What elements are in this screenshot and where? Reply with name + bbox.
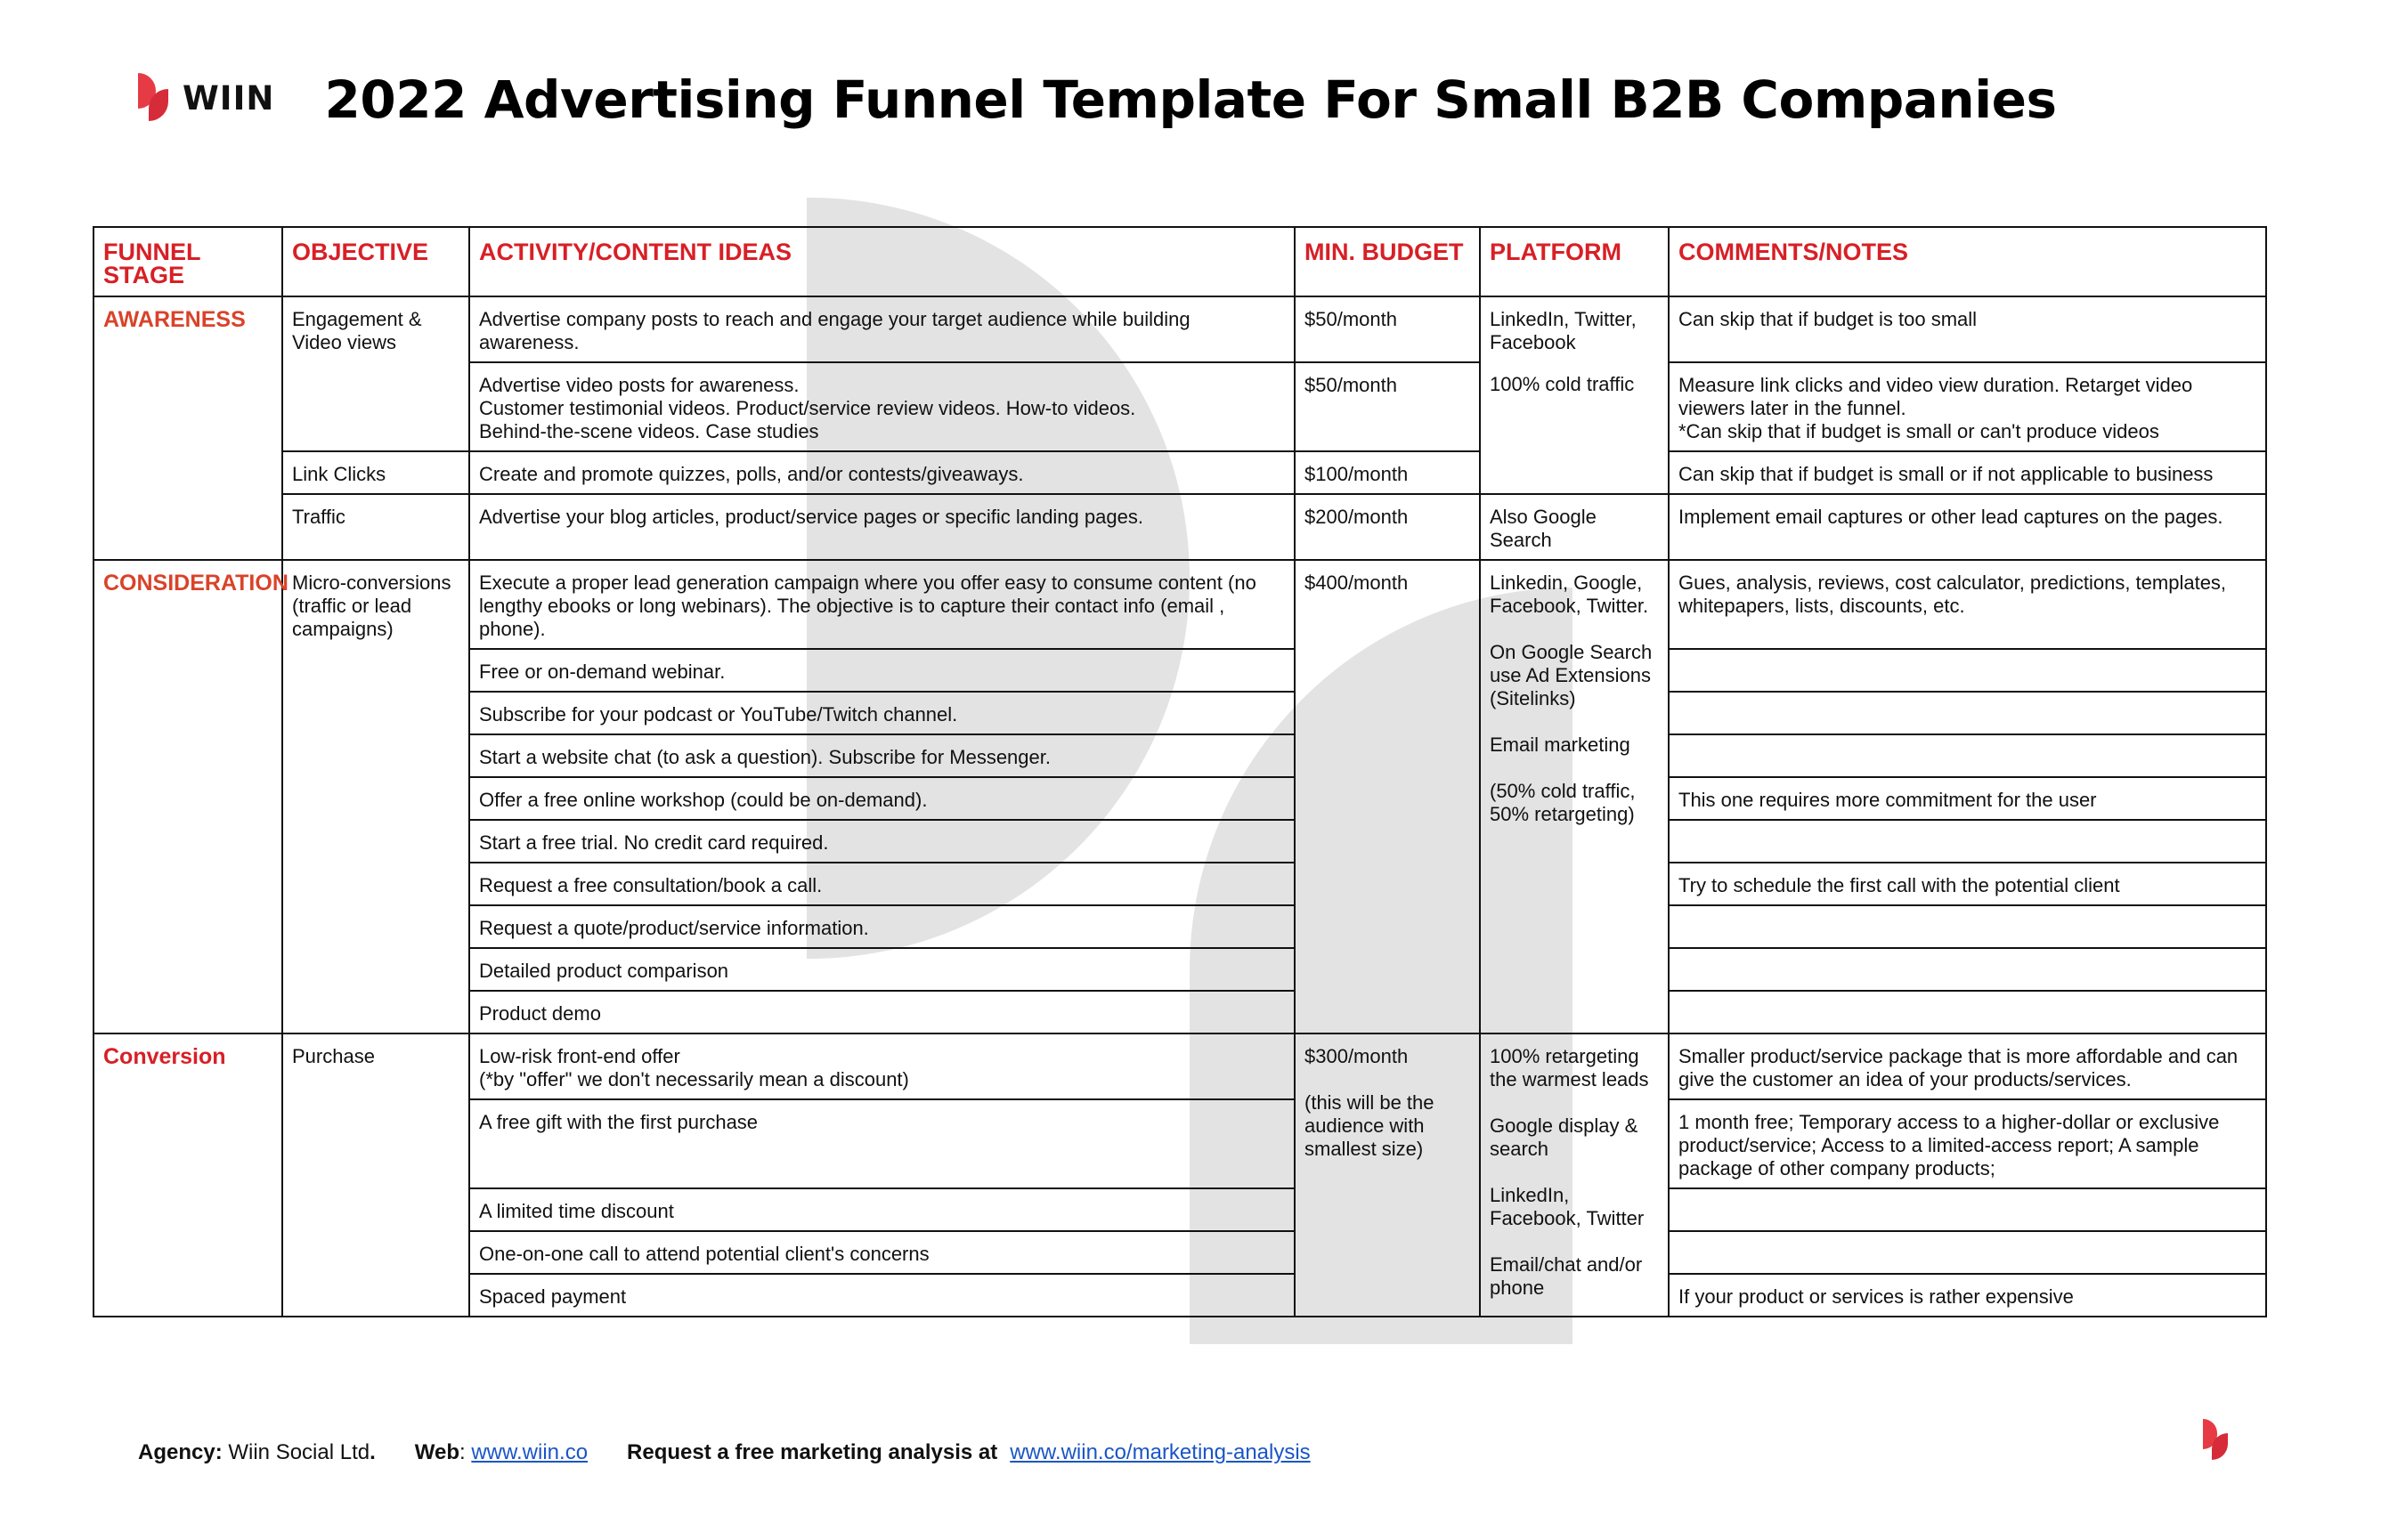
- activity-cell: Create and promote quizzes, polls, and/or contests/giveaways.: [469, 451, 1295, 494]
- comment-cell: Can skip that if budget is small or if not applicable to business: [1669, 451, 2266, 494]
- objective-cell: Engagement & Video views: [282, 296, 469, 451]
- page-title: 2022 Advertising Funnel Template For Small B2B Companies: [324, 69, 2057, 130]
- activity-cell: Detailed product comparison: [469, 948, 1295, 991]
- activity-cell: Subscribe for your podcast or YouTube/Twitch channel.: [469, 692, 1295, 734]
- table-row: [93, 560, 2266, 649]
- comment-cell: [1669, 991, 2266, 1033]
- budget-cell: $200/month: [1295, 494, 1480, 560]
- activity-cell: Start a free trial. No credit card required.: [469, 820, 1295, 863]
- comment-cell: [1669, 820, 2266, 863]
- header-objective: OBJECTIVE: [282, 227, 469, 296]
- header-activity: ACTIVITY/CONTENT IDEAS: [469, 227, 1295, 296]
- web-link[interactable]: www.wiin.co: [471, 1440, 589, 1464]
- activity-cell: Start a website chat (to ask a question). Subscribe for Messenger.: [469, 734, 1295, 777]
- objective-cell: Link Clicks: [282, 451, 469, 494]
- table-row: [93, 296, 2266, 362]
- activity-cell: A free gift with the first purchase: [469, 1099, 1295, 1188]
- platform-cell: 100% cold traffic: [1480, 362, 1669, 494]
- comment-cell: [1669, 649, 2266, 692]
- comment-cell: Implement email captures or other lead captures on the pages.: [1669, 494, 2266, 560]
- comment-cell: Smaller product/service package that is more affordable and can give the customer an idea of your products/services.: [1669, 1033, 2266, 1099]
- comment-cell: [1669, 1231, 2266, 1274]
- agency-info: Agency: Wiin Social Ltd.: [138, 1440, 376, 1464]
- activity-cell: Request a free consultation/book a call.: [469, 863, 1295, 905]
- comment-cell: Try to schedule the first call with the potential client: [1669, 863, 2266, 905]
- comment-cell: If your product or services is rather expensive: [1669, 1274, 2266, 1317]
- comment-cell: [1669, 734, 2266, 777]
- marketing-analysis-link[interactable]: www.wiin.co/marketing-analysis: [1010, 1440, 1311, 1464]
- activity-cell: One-on-one call to attend potential client's concerns: [469, 1231, 1295, 1274]
- stage-awareness: AWARENESS: [93, 296, 282, 560]
- header-platform: PLATFORM: [1480, 227, 1669, 296]
- funnel-table: [93, 226, 2267, 1317]
- objective-cell: Traffic: [282, 494, 469, 560]
- footer: [138, 1440, 1311, 1465]
- stage-conversion: Conversion: [93, 1033, 282, 1317]
- table-row: [93, 494, 2266, 560]
- activity-cell: Execute a proper lead generation campaign where you offer easy to consume content (no lengthy ebooks or long webinars). The objective is to capture their contact info (email , phone).: [469, 560, 1295, 649]
- comment-cell: [1669, 905, 2266, 948]
- web-label: Web: [414, 1440, 459, 1464]
- budget-cell: $50/month: [1295, 296, 1480, 362]
- budget-cell: $50/month: [1295, 362, 1480, 451]
- header-funnel-stage: FUNNEL STAGE: [93, 227, 282, 296]
- header-comments: COMMENTS/NOTES: [1669, 227, 2266, 296]
- activity-cell: Advertise company posts to reach and engage your target audience while building awareness.: [469, 296, 1295, 362]
- activity-cell: Advertise your blog articles, product/service pages or specific landing pages.: [469, 494, 1295, 560]
- comment-cell: Can skip that if budget is too small: [1669, 296, 2266, 362]
- web-info: Web: www.wiin.co: [414, 1440, 589, 1464]
- budget-cell: $300/month (this will be the audience with smallest size): [1295, 1033, 1480, 1317]
- activity-cell: Free or on-demand webinar.: [469, 649, 1295, 692]
- table-row: [93, 451, 2266, 494]
- activity-cell: Request a quote/product/service information.: [469, 905, 1295, 948]
- activity-cell: Product demo: [469, 991, 1295, 1033]
- comment-cell: [1669, 1188, 2266, 1231]
- header-budget: MIN. BUDGET: [1295, 227, 1480, 296]
- platform-cell: LinkedIn, Twitter, Facebook: [1480, 296, 1669, 362]
- activity-cell: Offer a free online workshop (could be on-demand).: [469, 777, 1295, 820]
- comment-cell: [1669, 692, 2266, 734]
- comment-cell: Measure link clicks and video view duration. Retarget video viewers later in the funnel. *Can skip that if budget is small or can't produce videos: [1669, 362, 2266, 451]
- comment-cell: [1669, 948, 2266, 991]
- activity-cell: A limited time discount: [469, 1188, 1295, 1231]
- activity-cell: Low-risk front-end offer (*by "offer" we don't necessarily mean a discount): [469, 1033, 1295, 1099]
- platform-cell: Linkedin, Google, Facebook, Twitter. On Google Search use Ad Extensions (Sitelinks) Email marketing (50% cold traffic, 50% retargeting): [1480, 560, 1669, 1033]
- leaf-corner-icon: [2203, 1419, 2230, 1462]
- objective-cell: Purchase: [282, 1033, 469, 1317]
- platform-cell: 100% retargeting the warmest leads Google display & search LinkedIn, Facebook, Twitter Email/chat and/or phone: [1480, 1033, 1669, 1317]
- request-info: [627, 1440, 997, 1465]
- request-label: Request a free marketing analysis at: [627, 1440, 998, 1464]
- activity-cell: Advertise video posts for awareness. Customer testimonial videos. Product/service review videos. How-to videos. Behind-the-scene videos. Case studies: [469, 362, 1295, 451]
- budget-cell: $400/month: [1295, 560, 1480, 1033]
- table-header-row: [93, 227, 2266, 296]
- activity-cell: Spaced payment: [469, 1274, 1295, 1317]
- table-row: [93, 1033, 2266, 1099]
- agency-value: Wiin Social Ltd: [228, 1440, 370, 1464]
- comment-cell: 1 month free; Temporary access to a higher-dollar or exclusive product/service; Access to a limited-access report; A sample package of other company products;: [1669, 1099, 2266, 1188]
- objective-cell: Micro-conversions (traffic or lead campaigns): [282, 560, 469, 1033]
- comment-cell: Gues, analysis, reviews, cost calculator, predictions, templates, whitepapers, lists, discounts, etc.: [1669, 560, 2266, 649]
- comment-cell: This one requires more commitment for the user: [1669, 777, 2266, 820]
- brand-name: WIIN: [183, 78, 275, 118]
- platform-cell: Also Google Search: [1480, 494, 1669, 560]
- stage-consideration: CONSIDERATION: [93, 560, 282, 1033]
- agency-label: Agency:: [138, 1440, 223, 1464]
- budget-cell: $100/month: [1295, 451, 1480, 494]
